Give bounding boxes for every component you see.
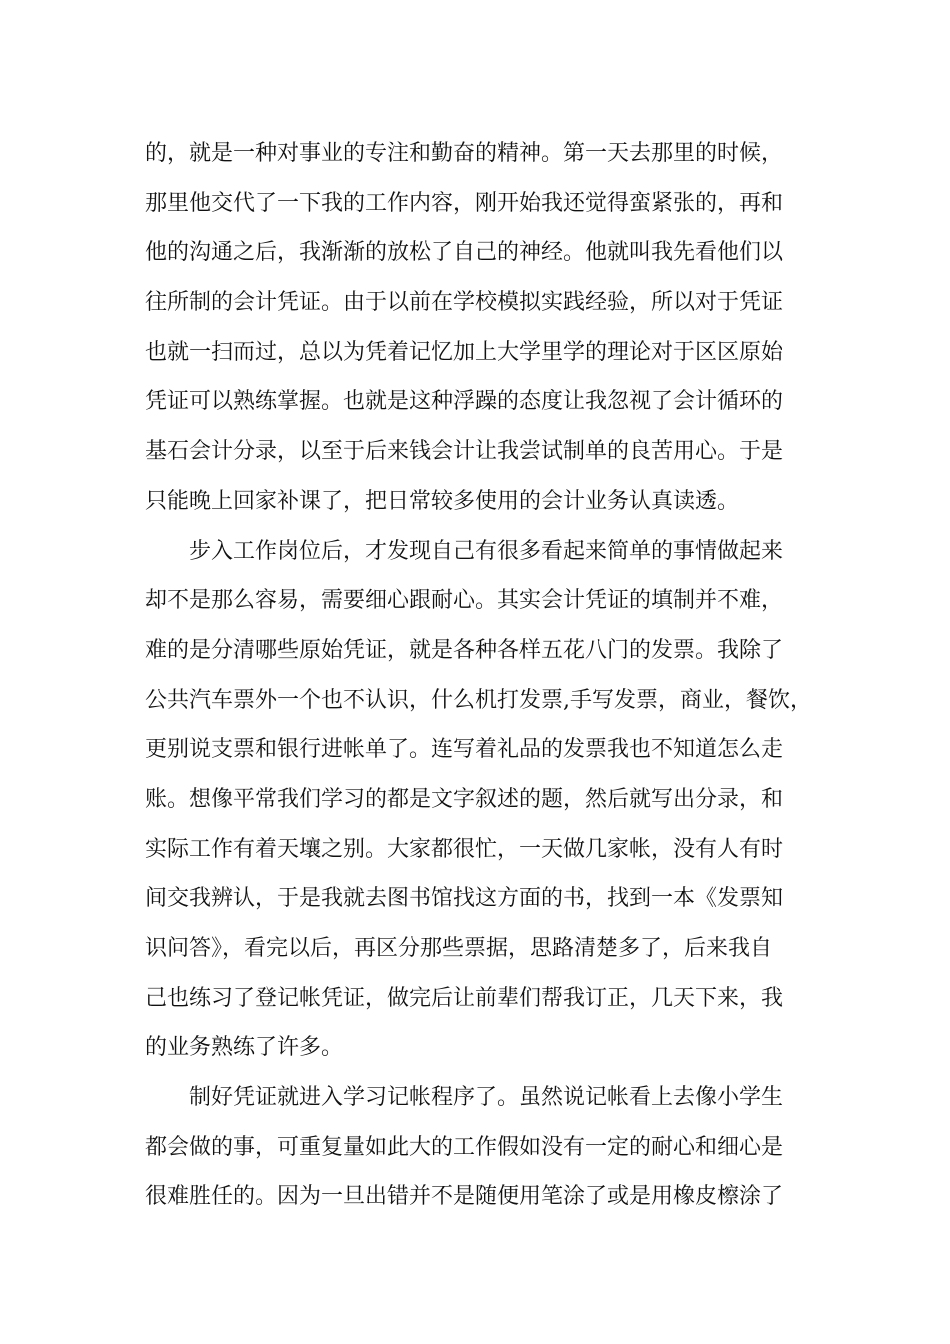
text-line: 只能晚上回家补课了，把日常较多使用的会计业务认真读透。 xyxy=(145,488,740,514)
text-line: 步入工作岗位后，才发现自己有很多看起来简单的事情做起来 xyxy=(189,538,784,564)
text-line: 难的是分清哪些原始凭证，就是各种各样五花八门的发票。我除了 xyxy=(145,637,784,663)
text-line: 识问答》，看完以后，再区分那些票据，思路清楚多了，后来我自 xyxy=(145,936,773,961)
text-line: 制好凭证就进入学习记帐程序了。虽然说记帐看上去像小学生 xyxy=(189,1085,784,1111)
text-line: 都会做的事，可重复量如此大的工作假如没有一定的耐心和细心是 xyxy=(145,1134,784,1160)
text-line: 间交我辨认，于是我就去图书馆找这方面的书，找到一本《发票知 xyxy=(145,886,784,912)
text-line: 的，就是一种对事业的专注和勤奋的精神。第一天去那里的时候， xyxy=(145,141,784,166)
paragraph xyxy=(145,1073,825,1222)
text-line: 他的沟通之后，我渐渐的放松了自己的神经。他就叫我先看他们以 xyxy=(145,240,784,266)
text-line: 往所制的会计凭证。由于以前在学校模拟实践经验，所以对于凭证 xyxy=(145,290,784,316)
text-line: 凭证可以熟练掌握。也就是这种浮躁的态度让我忽视了会计循环的 xyxy=(145,389,784,415)
text-line: 己也练习了登记帐凭证，做完后让前辈们帮我订正，几天下来，我 xyxy=(145,985,784,1011)
text-line: 也就一扫而过，总以为凭着记忆加上大学里学的理论对于区区原始 xyxy=(145,339,784,365)
text-line: 却不是那么容易，需要细心跟耐心。其实会计凭证的填制并不难， xyxy=(145,588,784,614)
document-body xyxy=(145,129,825,1222)
text-line: 实际工作有着天壤之别。大家都很忙，一天做几家帐，没有人有时 xyxy=(145,836,784,862)
paragraph xyxy=(145,129,825,527)
text-line: 很难胜任的。因为一旦出错并不是随便用笔涂了或是用橡皮檫涂了 xyxy=(145,1184,784,1210)
text-line: 更别说支票和银行进帐单了。连写着礼品的发票我也不知道怎么走 xyxy=(145,737,784,763)
text-line: 的业务熟练了许多。 xyxy=(145,1035,344,1061)
text-line: 公共汽车票外一个也不认识，什么机打发票,手写发票，商业，餐饮， xyxy=(145,687,812,713)
paragraph xyxy=(145,527,825,1074)
text-line: 账。想像平常我们学习的都是文字叙述的题，然后就写出分录，和 xyxy=(145,786,784,812)
text-line: 那里他交代了一下我的工作内容，刚开始我还觉得蛮紧张的，再和 xyxy=(145,190,784,216)
text-line: 基石会计分录，以至于后来钱会计让我尝试制单的良苦用心。于是 xyxy=(145,439,784,465)
